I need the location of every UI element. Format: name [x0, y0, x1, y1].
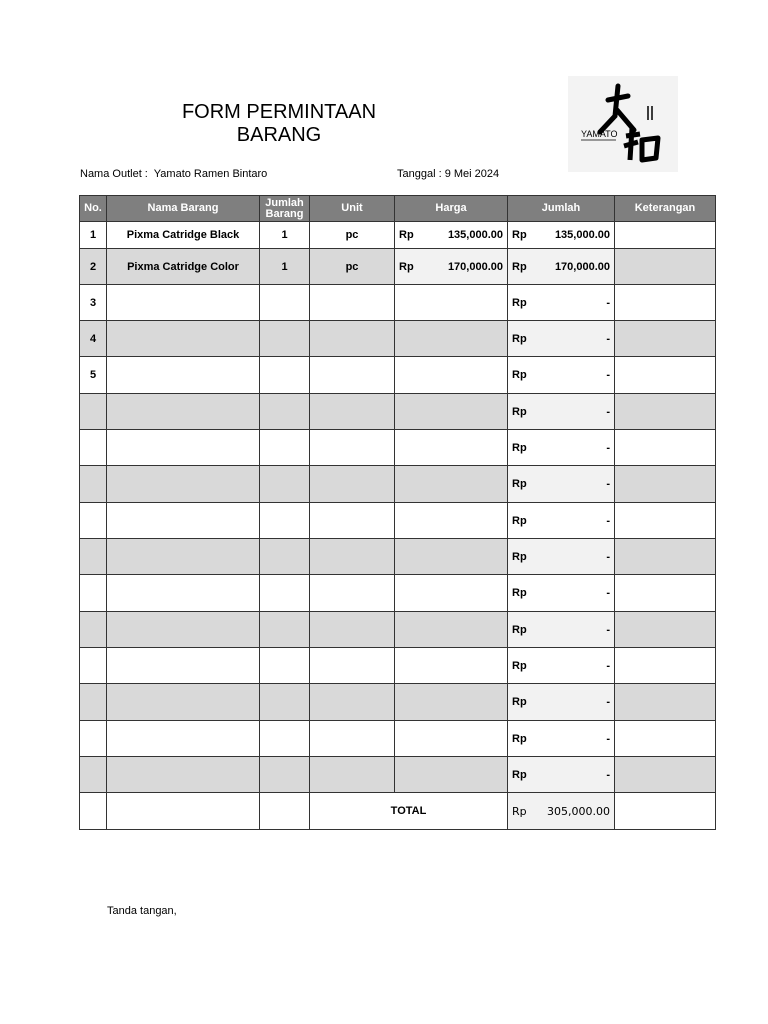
price-currency: Rp: [399, 229, 414, 241]
row-qty: [260, 430, 310, 466]
outlet-label: Nama Outlet :: [80, 168, 148, 180]
row-price: [395, 612, 508, 648]
row-no: 3: [80, 285, 107, 321]
table-row: [80, 222, 716, 249]
row-note: [615, 285, 716, 321]
total-amount-cell: [508, 793, 615, 830]
table-row: [80, 357, 716, 394]
table-row: [80, 612, 716, 648]
row-item-name: [107, 757, 260, 793]
row-unit: [310, 357, 395, 394]
amount-currency: Rp: [512, 514, 527, 527]
row-qty: [260, 612, 310, 648]
total-row: [80, 793, 716, 830]
table-row: [80, 430, 716, 466]
row-unit: [310, 430, 395, 466]
row-unit: pc: [310, 222, 395, 249]
row-unit: [310, 721, 395, 757]
row-amount: [508, 575, 615, 612]
row-no: [80, 539, 107, 575]
row-qty: 1: [260, 249, 310, 285]
header-qty-line2: Barang: [265, 207, 304, 220]
price-value: 170,000.00: [447, 260, 503, 273]
table-row: [80, 721, 716, 757]
total-empty-qty: [260, 793, 310, 830]
amount-currency: Rp: [512, 441, 527, 454]
row-unit: [310, 757, 395, 793]
total-value: 305,000.00: [547, 804, 610, 818]
row-note: [615, 575, 716, 612]
table-row: [80, 503, 716, 539]
outlet-info: [80, 168, 267, 180]
amount-value: -: [606, 332, 610, 345]
request-table: [79, 195, 716, 830]
row-price: [395, 466, 508, 503]
row-amount: [508, 612, 615, 648]
row-item-name: [107, 539, 260, 575]
table-row: [80, 757, 716, 793]
row-qty: [260, 575, 310, 612]
amount-currency: Rp: [512, 623, 527, 636]
date-info: [397, 168, 499, 180]
price-value: 135,000.00: [447, 229, 503, 241]
row-qty: [260, 539, 310, 575]
row-no: [80, 503, 107, 539]
row-qty: [260, 357, 310, 394]
header-note: Keterangan: [615, 196, 716, 222]
yamato-kanji-logo-icon: [568, 76, 678, 172]
amount-currency: Rp: [512, 405, 527, 418]
row-price: [395, 757, 508, 793]
row-no: [80, 430, 107, 466]
row-amount: [508, 357, 615, 394]
row-note: [615, 721, 716, 757]
header-qty: [260, 196, 310, 222]
row-unit: [310, 503, 395, 539]
amount-currency: Rp: [512, 732, 527, 745]
row-note: [615, 503, 716, 539]
table-row: [80, 684, 716, 721]
row-amount: [508, 503, 615, 539]
row-unit: [310, 612, 395, 648]
amount-currency: Rp: [512, 332, 527, 345]
header-price: Harga: [395, 196, 508, 222]
row-price: [395, 285, 508, 321]
row-note: [615, 249, 716, 285]
row-item-name: [107, 285, 260, 321]
row-no: 1: [80, 222, 107, 249]
row-note: [615, 222, 716, 249]
row-qty: [260, 757, 310, 793]
total-empty-no: [80, 793, 107, 830]
amount-currency: Rp: [512, 478, 527, 490]
row-note: [615, 321, 716, 357]
row-no: 5: [80, 357, 107, 394]
row-no: [80, 466, 107, 503]
row-unit: [310, 575, 395, 612]
header-amount: Jumlah: [508, 196, 615, 222]
row-item-name: Pixma Catridge Black: [107, 222, 260, 249]
amount-value: -: [606, 659, 610, 672]
row-note: [615, 612, 716, 648]
amount-currency: Rp: [512, 550, 527, 563]
row-price: [395, 539, 508, 575]
row-price: [395, 394, 508, 430]
row-price: [395, 648, 508, 684]
row-amount: [508, 321, 615, 357]
form-title-line1: FORM PERMINTAAN: [181, 101, 377, 123]
row-amount: [508, 757, 615, 793]
row-item-name: [107, 503, 260, 539]
amount-value: -: [606, 369, 610, 381]
row-amount: [508, 539, 615, 575]
row-item-name: [107, 394, 260, 430]
row-no: 4: [80, 321, 107, 357]
amount-value: -: [606, 405, 610, 418]
row-unit: [310, 285, 395, 321]
header-name: Nama Barang: [107, 196, 260, 222]
amount-value: 170,000.00: [554, 260, 610, 273]
amount-value: -: [606, 768, 610, 781]
total-empty-name: [107, 793, 260, 830]
amount-currency: Rp: [512, 296, 527, 309]
row-item-name: [107, 357, 260, 394]
form-title-line2: BARANG: [236, 124, 322, 146]
amount-currency: Rp: [512, 260, 527, 273]
row-no: [80, 394, 107, 430]
row-amount: [508, 285, 615, 321]
row-item-name: [107, 466, 260, 503]
row-unit: [310, 466, 395, 503]
amount-currency: Rp: [512, 659, 527, 672]
row-amount: [508, 466, 615, 503]
row-no: [80, 757, 107, 793]
table-row: [80, 539, 716, 575]
row-qty: [260, 321, 310, 357]
row-price: [395, 222, 508, 249]
row-price: [395, 684, 508, 721]
row-note: [615, 466, 716, 503]
row-qty: [260, 394, 310, 430]
row-item-name: [107, 684, 260, 721]
row-price: [395, 430, 508, 466]
date-value: 9 Mei 2024: [444, 168, 500, 180]
table-row: [80, 249, 716, 285]
row-no: 2: [80, 249, 107, 285]
row-qty: [260, 684, 310, 721]
table-row: [80, 321, 716, 357]
row-price: [395, 503, 508, 539]
row-unit: [310, 321, 395, 357]
total-empty-note: [615, 793, 716, 830]
amount-value: -: [606, 514, 610, 527]
table-row: [80, 575, 716, 612]
row-item-name: [107, 612, 260, 648]
row-item-name: [107, 648, 260, 684]
row-amount: [508, 249, 615, 285]
header-no: No.: [80, 196, 107, 222]
row-unit: [310, 684, 395, 721]
row-price: [395, 249, 508, 285]
row-note: [615, 757, 716, 793]
row-unit: [310, 394, 395, 430]
row-item-name: [107, 575, 260, 612]
row-amount: [508, 430, 615, 466]
row-price: [395, 321, 508, 357]
row-note: [615, 648, 716, 684]
total-currency: Rp: [512, 804, 527, 818]
amount-value: -: [606, 623, 610, 636]
table-header-row: [80, 196, 716, 222]
row-amount: [508, 684, 615, 721]
table-row: [80, 394, 716, 430]
row-qty: [260, 648, 310, 684]
row-no: [80, 684, 107, 721]
row-price: [395, 721, 508, 757]
row-item-name: [107, 321, 260, 357]
row-note: [615, 430, 716, 466]
price-currency: Rp: [399, 260, 414, 273]
row-note: [615, 394, 716, 430]
row-qty: [260, 503, 310, 539]
amount-currency: Rp: [512, 587, 527, 599]
signature-label: Tanda tangan,: [107, 905, 177, 917]
amount-value: -: [606, 296, 610, 309]
form-title: [150, 101, 408, 147]
row-unit: [310, 648, 395, 684]
row-unit: pc: [310, 249, 395, 285]
row-no: [80, 648, 107, 684]
amount-currency: Rp: [512, 369, 527, 381]
table-row: [80, 648, 716, 684]
table-row: [80, 466, 716, 503]
amount-value: -: [606, 550, 610, 563]
row-note: [615, 539, 716, 575]
row-no: [80, 575, 107, 612]
date-label: Tanggal :: [397, 168, 442, 180]
row-qty: [260, 721, 310, 757]
row-no: [80, 612, 107, 648]
outlet-value: Yamato Ramen Bintaro: [153, 168, 268, 180]
amount-currency: Rp: [512, 768, 527, 781]
amount-currency: Rp: [512, 229, 527, 241]
row-note: [615, 684, 716, 721]
logo-text: YAMATO: [581, 129, 618, 139]
row-amount: [508, 721, 615, 757]
yamato-logo: [568, 76, 678, 172]
row-price: [395, 357, 508, 394]
row-qty: [260, 466, 310, 503]
row-qty: [260, 285, 310, 321]
amount-value: -: [606, 587, 610, 599]
row-unit: [310, 539, 395, 575]
header-unit: Unit: [310, 196, 395, 222]
amount-value: -: [606, 478, 610, 490]
row-amount: [508, 648, 615, 684]
amount-currency: Rp: [512, 696, 527, 708]
row-amount: [508, 222, 615, 249]
header-qty-line1: Jumlah: [265, 196, 304, 209]
total-label: TOTAL: [310, 793, 508, 830]
amount-value: -: [606, 441, 610, 454]
row-price: [395, 575, 508, 612]
amount-value: 135,000.00: [554, 229, 610, 241]
row-qty: 1: [260, 222, 310, 249]
amount-value: -: [606, 732, 610, 745]
row-amount: [508, 394, 615, 430]
row-no: [80, 721, 107, 757]
row-item-name: Pixma Catridge Color: [107, 249, 260, 285]
row-item-name: [107, 430, 260, 466]
amount-value: -: [606, 696, 610, 708]
row-note: [615, 357, 716, 394]
table-row: [80, 285, 716, 321]
row-item-name: [107, 721, 260, 757]
